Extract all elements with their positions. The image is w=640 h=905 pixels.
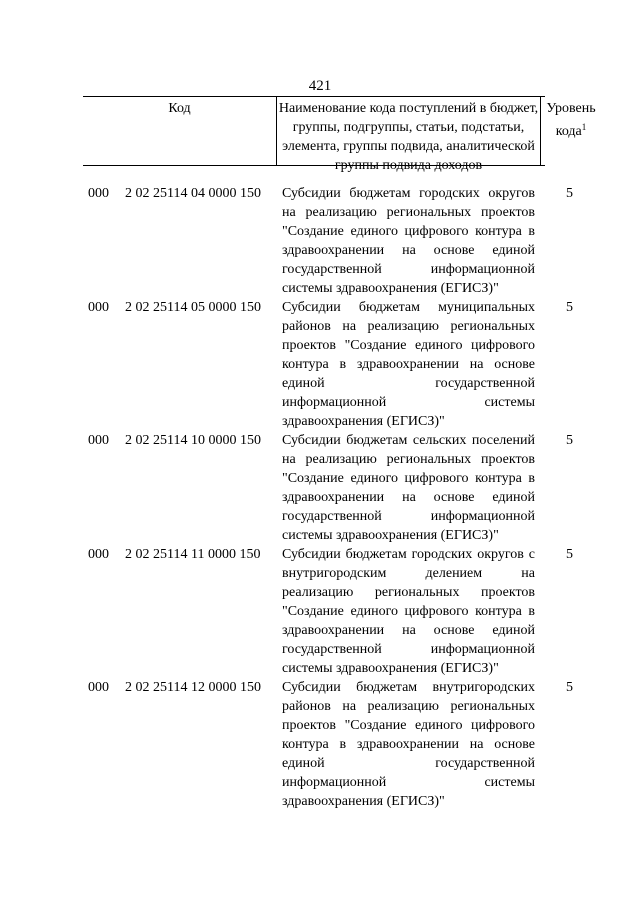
row-code: 2 02 25114 04 0000 150 [125,186,261,201]
row-code: 2 02 25114 05 0000 150 [125,300,261,315]
row-prefix: 000 [88,680,109,695]
header-code: Код [83,97,277,165]
table-row [0,184,640,298]
row-level: 5 [566,680,573,695]
row-name: Субсидии бюджетам внутригородских районов на реализацию региональных проектов "Создание единого цифрового контура в здравоохранении на основе единой государственной информационной системы здравоохранения (ЕГИСЗ)" [282,680,535,809]
table-body [0,184,640,811]
row-name: Субсидии бюджетам муниципальных районов на реализацию региональных проектов "Создание единого цифрового контура в здравоохранении на основе единой государственной информационной системы здравоохранения (ЕГИСЗ)" [282,300,535,429]
row-level: 5 [566,300,573,315]
table-row [0,545,640,678]
row-code: 2 02 25114 11 0000 150 [125,547,261,562]
header-name: Наименование кода поступлений в бюджет, группы, подгруппы, статьи, подстатьи, элемента, группы подвида, аналитической группы подвида доходов [277,97,541,165]
row-name: Субсидии бюджетам городских округов с внутригородским делением на реализацию региональных проектов "Создание единого цифрового контура в здравоохранении на основе единой государственной информационной системы здравоохранения (ЕГИСЗ)" [282,547,535,676]
row-prefix: 000 [88,186,109,201]
header-level-footnote: 1 [581,122,587,132]
table-row [0,678,640,811]
row-name: Субсидии бюджетам городских округов на реализацию региональных проектов "Создание единого цифрового контура в здравоохранении на основе единой государственной информационной системы здравоохранения (ЕГИСЗ)" [282,186,535,296]
row-code: 2 02 25114 10 0000 150 [125,433,261,448]
table-row [0,431,640,545]
page-number: 421 [308,78,332,94]
row-prefix: 000 [88,300,109,315]
row-level: 5 [566,547,573,562]
table-row [0,298,640,431]
header-level [541,97,601,165]
row-level: 5 [566,186,573,201]
header-level-label: Уровень кода [546,101,596,139]
row-prefix: 000 [88,433,109,448]
table-header [83,96,596,173]
row-level: 5 [566,433,573,448]
row-prefix: 000 [88,547,109,562]
row-code: 2 02 25114 12 0000 150 [125,680,261,695]
row-name: Субсидии бюджетам сельских поселений на реализацию региональных проектов "Создание единого цифрового контура в здравоохранении на основе единой государственной информационной системы здравоохранения (ЕГИСЗ)" [282,433,535,543]
